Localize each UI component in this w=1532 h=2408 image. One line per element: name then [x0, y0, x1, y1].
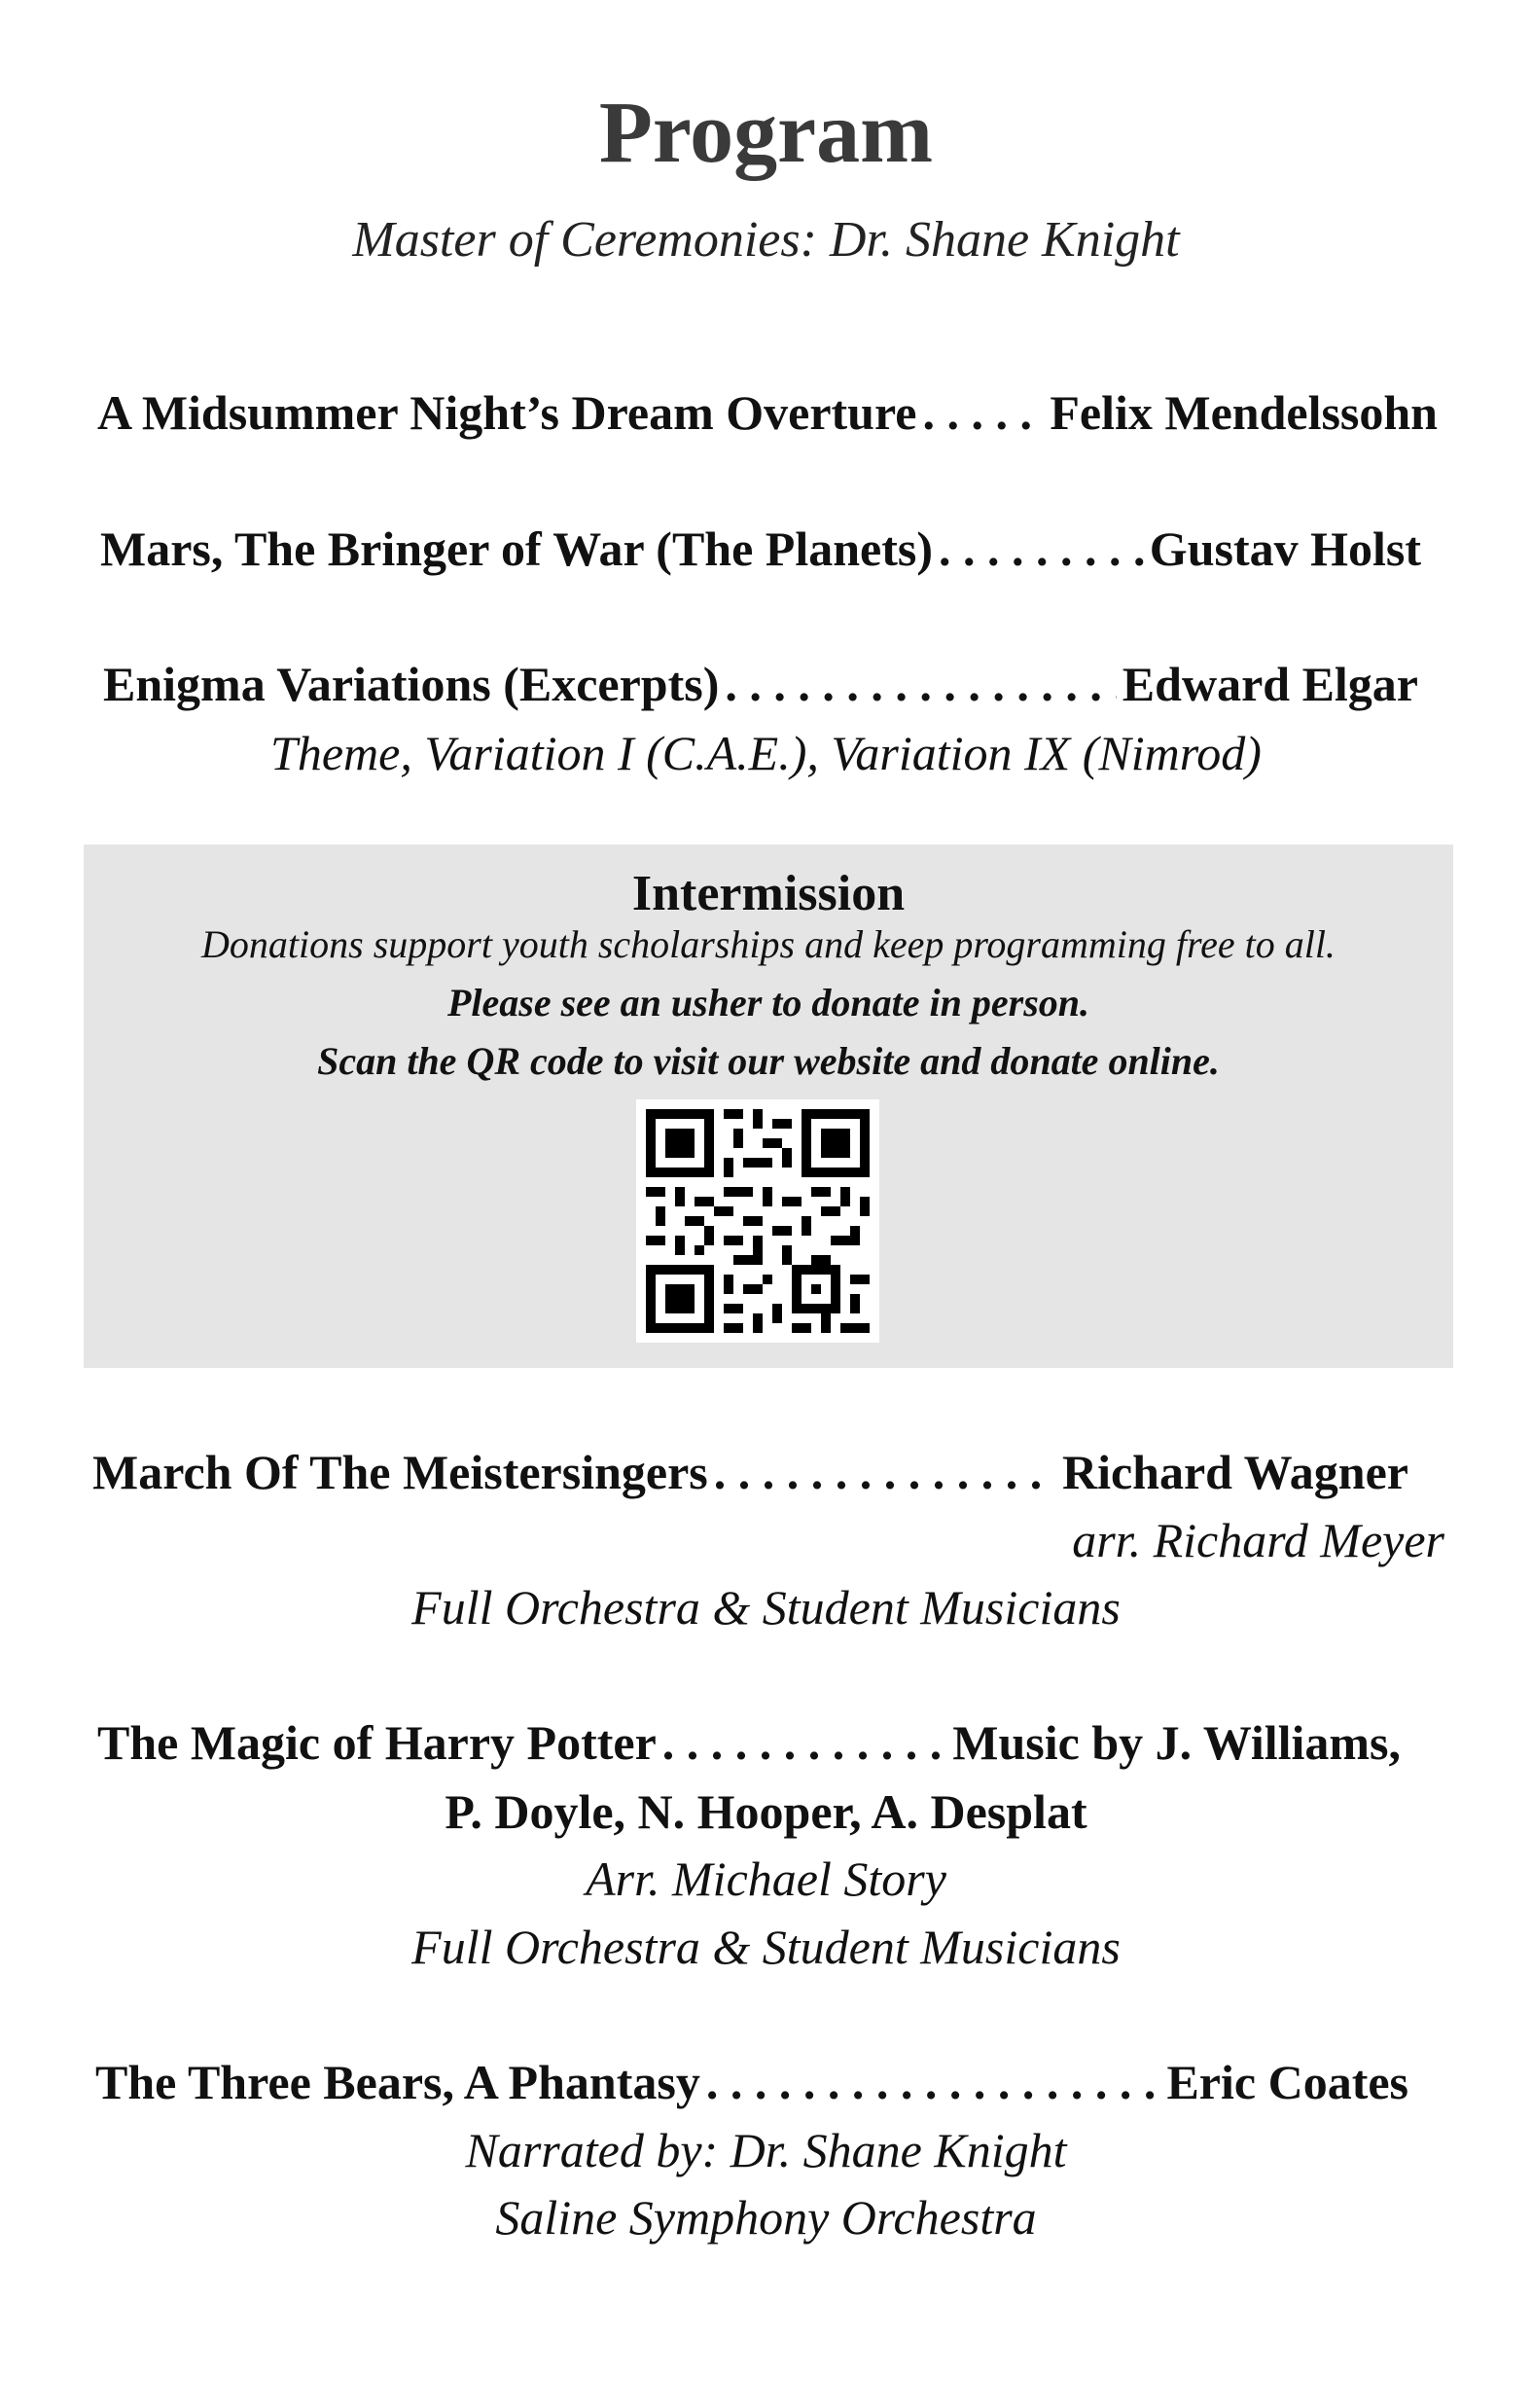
composer: Gustav Holst — [1149, 521, 1421, 576]
program-entry-4 — [92, 1445, 1408, 1501]
dot-leader — [706, 2055, 1161, 2111]
composer: Edward Elgar — [1122, 657, 1418, 711]
piece-title: The Magic of Harry Potter — [97, 1715, 657, 1770]
program-entry-1 — [97, 385, 1438, 442]
performers: Full Orchestra & Student Musicians — [411, 1580, 1121, 1635]
page-title: Program — [598, 85, 934, 181]
composer: Music by J. Williams, — [952, 1715, 1401, 1770]
composer-continued: P. Doyle, N. Hooper, A. Desplat — [445, 1784, 1087, 1839]
arranger: arr. Richard Meyer — [1072, 1513, 1444, 1567]
dot-leader — [714, 1445, 1056, 1501]
dot-leader — [725, 657, 1116, 713]
program-entry-3 — [103, 657, 1418, 713]
program-entry-5 — [97, 1715, 1401, 1772]
performers: Full Orchestra & Student Musicians — [411, 1920, 1121, 1974]
piece-title: The Three Bears, A Phantasy — [95, 2055, 700, 2109]
usher-note: Please see an usher to donate in person. — [446, 981, 1090, 1024]
program-entry-2 — [100, 521, 1421, 578]
arranger: Arr. Michael Story — [586, 1851, 946, 1906]
qr-note: Scan the QR code to visit our website and donate online. — [317, 1039, 1220, 1083]
piece-title: Enigma Variations (Excerpts) — [103, 657, 720, 711]
donation-note: Donations support youth scholarships and keep programming free to all. — [201, 922, 1336, 966]
dot-leader — [939, 521, 1144, 578]
composer: Richard Wagner — [1061, 1445, 1408, 1499]
dot-leader — [922, 385, 1044, 442]
narrator: Narrated by: Dr. Shane Knight — [465, 2123, 1067, 2177]
composer: Eric Coates — [1166, 2055, 1408, 2109]
piece-title: A Midsummer Night’s Dream Overture — [97, 385, 917, 440]
piece-note: Theme, Variation I (C.A.E.), Variation IX (Nimrod) — [270, 726, 1262, 780]
intermission-title: Intermission — [631, 866, 906, 921]
piece-title: March Of The Meistersingers — [92, 1445, 708, 1499]
dot-leader — [662, 1715, 947, 1772]
composer: Felix Mendelssohn — [1050, 385, 1438, 440]
performers: Saline Symphony Orchestra — [495, 2190, 1037, 2245]
master-of-ceremonies: Master of Ceremonies: Dr. Shane Knight — [352, 212, 1180, 268]
piece-title: Mars, The Bringer of War (The Planets) — [100, 521, 933, 576]
program-entry-6 — [95, 2055, 1408, 2111]
qr-code-icon[interactable] — [636, 1099, 879, 1343]
intermission-box — [84, 845, 1453, 1368]
